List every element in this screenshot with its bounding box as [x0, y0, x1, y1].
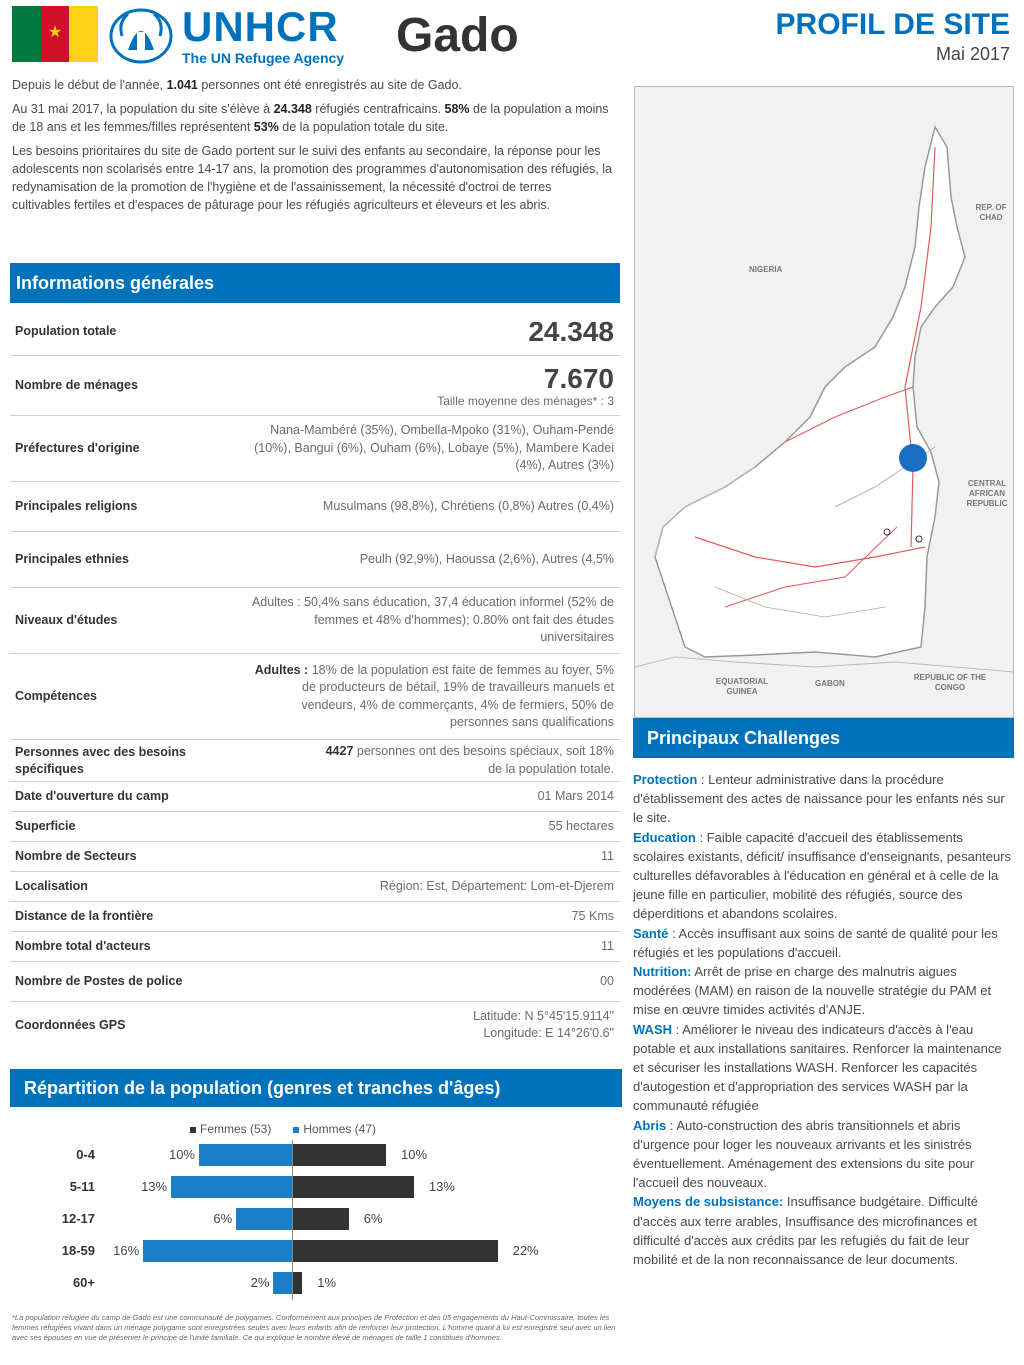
challenge-item: WASH : Améliorer le niveau des indicateurs d'accès à l'eau potable et aux installations sanitaires. Renforcer la maintenance et sécuriser les installations WASH. Renforcer les capacités d'autogestion et d'appropriation des services WASH par la communauté réfugiée	[633, 1021, 1002, 1114]
unhcr-logo	[182, 3, 345, 66]
info-row	[10, 1002, 620, 1048]
value-label-femmes: 10%	[168, 1147, 195, 1162]
map-label-car: CENTRAL AFRICAN REPUBLIC	[966, 479, 1008, 508]
info-label: Population totale	[15, 324, 117, 338]
info-label: Localisation	[15, 879, 88, 893]
map-drawing	[635, 87, 1014, 718]
challenge-item: Protection : Lenteur administrative dans la procédure d'établissement des actes de naissance pour les enfants nés sur le site.	[633, 772, 1005, 826]
intro-paragraph: Les besoins prioritaires du site de Gado portent sur le suivi des enfants au secondaire, la réponse pour les adolescents non scolarisés entre 14-17 ans, la promotion des programmes d'autonomisation des réfugiés, la redynamisation de la promotion de l'hygiène et de l'assainissement, la nécessité d'octroi de terres cultivables fertiles et d'espaces de pâturage pour les réfugiés agriculteurs et éleveurs et les abris.	[12, 144, 612, 212]
logo-sub: The UN Refugee Agency	[182, 50, 345, 66]
info-value: 7.670	[543, 362, 614, 394]
value-label-hommes: 13%	[428, 1179, 455, 1194]
info-label: Distance de la frontière	[15, 909, 154, 923]
info-label: Principales ethnies	[15, 552, 129, 566]
unhcr-emblem-icon	[108, 6, 174, 64]
age-group-label: 60+	[72, 1275, 95, 1290]
chart-legend	[190, 1122, 376, 1136]
info-row	[10, 812, 620, 842]
info-value	[473, 1008, 614, 1043]
age-group-label: 0-4	[76, 1147, 95, 1162]
intro-paragraph: Depuis le début de l'année, 1.041 personnes ont été enregistrés au site de Gado.	[12, 78, 462, 92]
bar-femmes	[171, 1176, 292, 1198]
site-name: Gado	[396, 9, 519, 62]
cameroon-flag	[12, 6, 98, 62]
bar-hommes	[293, 1272, 302, 1294]
info-value: 24.348	[528, 315, 614, 347]
info-row	[10, 356, 620, 416]
pyramid-row	[10, 1176, 620, 1198]
info-value: Peulh (92,9%), Haoussa (2,6%), Autres (4,5%	[359, 551, 614, 566]
logo-main: UNHCR	[182, 3, 339, 50]
info-label: Nombre de Postes de police	[15, 974, 183, 988]
info-row	[10, 532, 620, 588]
age-group-label: 5-11	[69, 1179, 95, 1194]
value-label-hommes: 10%	[401, 1147, 428, 1162]
challenge-item: Santé : Accès insuffisant aux soins de santé de qualité pour les réfugiés et les populations d'accueil.	[633, 925, 998, 960]
pyramid-row	[10, 1208, 620, 1230]
cameroon-map	[634, 86, 1014, 718]
bar-hommes	[293, 1144, 386, 1166]
info-sub: Taille moyenne des ménages* : 3	[437, 393, 614, 408]
value-label-femmes: 2%	[250, 1275, 270, 1290]
info-label: Niveaux d'études	[15, 613, 118, 627]
challenge-item: Nutrition: Arrêt de prise en charge des malnutris aigues modérées (MAM) en raison de la nouvelle stratégie du PAM et mise en œuvre timides activités d'ANJE.	[633, 964, 992, 1018]
page-date: Mai 2017	[935, 44, 1010, 64]
info-row	[10, 902, 620, 932]
pyramid-row	[10, 1144, 620, 1166]
info-label: Date d'ouverture du camp	[15, 789, 169, 803]
value-label-hommes: 22%	[512, 1243, 539, 1258]
bar-femmes	[236, 1208, 292, 1230]
info-label: Principales religions	[15, 499, 138, 513]
info-row	[10, 308, 620, 356]
star-icon: ★	[47, 24, 63, 42]
challenge-item: Abris : Auto-construction des abris transitionnels et abris d'urgence pour loger les nouveaux arrivants et les sinistrés éventuellement. Aménagement des extensions du site pour l'accueil des nouveaux.	[633, 1117, 975, 1191]
value-label-hommes: 1%	[317, 1275, 337, 1290]
info-row	[10, 482, 620, 532]
info-label: Superficie	[15, 819, 76, 833]
map-label-nigeria: NIGERIA	[749, 265, 783, 274]
info-value: 4427 personnes ont des besoins spéciaux, soit 18% de la population totale.	[325, 744, 614, 776]
gps-longitude: Longitude: E 14°26'0.6"	[483, 1026, 614, 1040]
info-row	[10, 842, 620, 872]
map-label-congo: REPUBLIC OF THE CONGO	[913, 673, 987, 692]
map-label-gabon: GABON	[815, 679, 845, 688]
info-label: Nombre total d'acteurs	[15, 939, 151, 953]
population-pyramid-chart	[10, 1110, 620, 1310]
info-row	[10, 782, 620, 812]
info-row	[10, 654, 620, 740]
info-section-header: Informations générales	[10, 263, 620, 303]
info-row	[10, 588, 620, 654]
age-group-label: 12-17	[61, 1211, 95, 1226]
info-value: 55 hectares	[548, 818, 614, 833]
page-title: PROFIL DE SITE	[775, 8, 1010, 41]
info-value: Région: Est, Département: Lom-et-Djerem	[379, 878, 614, 893]
info-row	[10, 740, 620, 782]
info-row	[10, 416, 620, 482]
info-table	[10, 308, 620, 1048]
info-value: Adultes : 50,4% sans éducation, 37,4 éducation informel (52% de femmes et 48% d'hommes); 0.80% ont fait des études universitaires	[251, 595, 614, 645]
bar-hommes	[293, 1208, 349, 1230]
bar-femmes	[143, 1240, 292, 1262]
map-label-eq-guinea: EQUATORIAL GUINEA	[715, 677, 769, 696]
info-value: Musulmans (98,8%), Chrétiens (0,8%) Autres (0,4%)	[322, 498, 614, 513]
challenge-item: Moyens de subsistance: Insuffisance budgétaire. Difficulté d'accès aux terre arables, Insuffisance des microfinances et difficulté d'accès aux crédits par les refugiés du fait de leur mobilité et de la non reconnaissance de leur documents.	[633, 1194, 978, 1268]
legend-item-hommes: Hommes (47)	[293, 1122, 376, 1136]
challenges-list	[633, 770, 1015, 1269]
value-label-hommes: 6%	[363, 1211, 383, 1226]
info-value: Adultes : 18% de la population est faite de femmes au foyer, 5% de producteurs de bétail, 19% de travailleurs manuels et vendeurs, 4% de commerçants, 4% de fermiers, 50% de personnes sans qualifications	[254, 662, 614, 729]
info-value: Nana-Mambéré (35%), Ombella-Mpoko (31%), Ouham-Pendé (10%), Bangui (6%), Ouham (6%), Lobaye (5%), Mambere Kadei (4%), Autres (3%)	[254, 423, 614, 473]
bar-hommes	[293, 1240, 498, 1262]
pyramid-row	[10, 1272, 620, 1294]
value-label-femmes: 6%	[213, 1211, 233, 1226]
gps-latitude: Latitude: N 5°45'15.9114"	[473, 1008, 614, 1023]
gado-site-marker	[899, 444, 927, 472]
info-value: 01 Mars 2014	[537, 788, 614, 803]
bar-femmes	[273, 1272, 292, 1294]
map-label-chad: REP. OF CHAD	[975, 203, 1007, 222]
age-group-label: 18-59	[61, 1243, 95, 1258]
challenge-item: Education : Faible capacité d'accueil des établissements scolaires existants, déficit/ insuffisance d'enseignants, pesanteurs culturelles défavorables à l'éducation en général et à celle de la jeune fille en particulier, mobilité des réfugiés, source des déperditions et abandons scolaires.	[633, 829, 1012, 922]
value-label-femmes: 13%	[141, 1179, 168, 1194]
info-row	[10, 872, 620, 902]
info-value: 75 Kms	[571, 908, 614, 923]
info-label: Préfectures d'origine	[15, 441, 140, 455]
info-label: Personnes avec des besoins spécifiques	[15, 744, 186, 776]
info-label: Coordonnées GPS	[15, 1017, 126, 1032]
info-value: 11	[601, 848, 614, 863]
pyramid-row	[10, 1240, 620, 1262]
pyramid-section-header: Répartition de la population (genres et tranches d'âges)	[10, 1069, 622, 1107]
footnote: *La population réfugiée du camp de Gado est une communauté de polygames. Conformément aux principes de Protection et des 05 engagements du Haut-Commissaire, toutes les femmes réfugiées vivant dans un ménage polygame sont enregistrées seules avec leurs enfants afin de renforcer leur protection. L'homme quant à lui est enregistré seul avec un lien avec ses épouses en vue de préserver le principe de l'unité familiale. Ce qui explique le nombre élevé de ménages de taille 1 constitués d'hommes.	[12, 1313, 616, 1342]
intro-paragraph: Au 31 mai 2017, la population du site s'élève à 24.348 réfugiés centrafricains. 58% de la population a moins de 18 ans et les femmes/filles représentent 53% de la population totale du site.	[12, 102, 609, 134]
info-value: 11	[601, 938, 614, 953]
info-label: Nombre de Secteurs	[15, 849, 137, 863]
legend-item-femmes: Femmes (53)	[190, 1122, 271, 1136]
bar-hommes	[293, 1176, 414, 1198]
info-value: 00	[600, 973, 614, 988]
info-row	[10, 962, 620, 1002]
info-label: Compétences	[15, 689, 97, 703]
challenges-section-header: Principaux Challenges	[633, 718, 1014, 758]
value-label-femmes: 16%	[113, 1243, 140, 1258]
intro-text	[12, 76, 612, 220]
info-row	[10, 932, 620, 962]
info-label: Nombre de ménages	[15, 378, 138, 392]
bar-femmes	[199, 1144, 292, 1166]
